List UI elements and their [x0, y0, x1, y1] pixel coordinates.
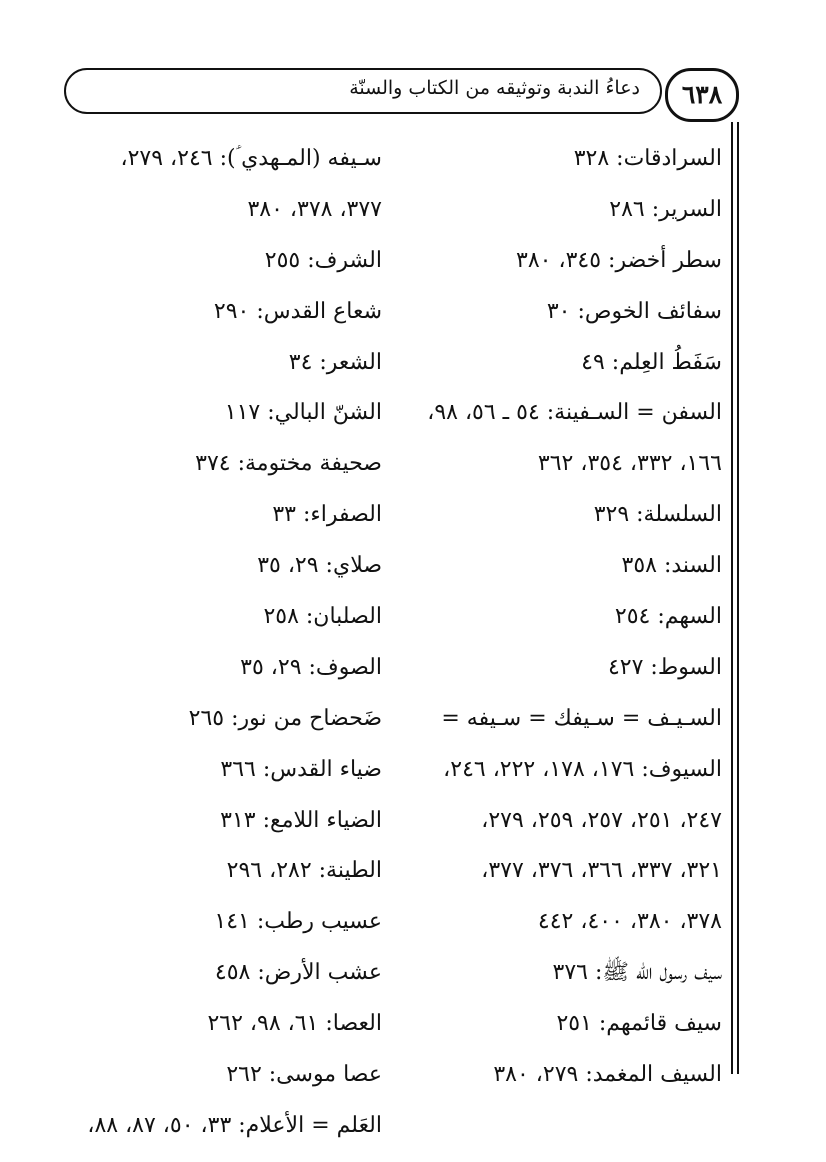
index-entry: السند: ٣٥٨: [621, 553, 722, 579]
running-header-title: دعاءُ الندبة وتوثيقه من الكتاب والسنّة: [349, 77, 640, 99]
index-entry: صحيفة مختومة: ٣٧٤: [195, 451, 382, 477]
index-entry: سفائف الخوص: ٣٠: [546, 298, 722, 324]
running-header: [64, 68, 662, 114]
index-entry: السيوف: ١٧٦، ١٧٨، ٢٢٢، ٢٤٦،: [443, 756, 722, 782]
index-entry: صلاي: ٢٩، ٣٥: [257, 553, 382, 579]
index-entry: الصلبان: ٢٥٨: [263, 604, 382, 630]
index-entry: ضياء القدس: ٣٦٦: [220, 756, 382, 782]
index-entry: عصا موسى: ٢٦٢: [226, 1062, 382, 1088]
index-entry: سطر أخضر: ٣٤٥، ٣٨٠: [516, 247, 722, 273]
index-entry: الشنّ البالي: ١١٧: [224, 400, 382, 426]
index-entry: الطينة: ٢٨٢، ٢٩٦: [226, 858, 382, 884]
index-entry: سَفَطُ العِلم: ٤٩: [581, 349, 722, 375]
index-entry: السيف المغمد: ٢٧٩، ٣٨٠: [493, 1062, 722, 1088]
index-entry: ضَحضاح من نور: ٢٦٥: [188, 705, 382, 731]
index-entry: السرير: ٢٨٦: [609, 196, 722, 222]
index-entry: ١٦٦، ٣٣٢، ٣٥٤، ٣٦٢: [537, 451, 722, 477]
index-column-right: [402, 144, 722, 1111]
index-entry: الصفراء: ٣٣: [272, 502, 382, 528]
index-entry: شعاع القدس: ٢٩٠: [213, 298, 382, 324]
page-number: ٦٣٨: [665, 68, 739, 122]
index-entry: العَلم = الأعلام: ٣٣، ٥٠، ٨٧، ٨٨،: [87, 1112, 382, 1138]
index-entry: ٣٢١، ٣٣٧، ٣٦٦، ٣٧٦، ٣٧٧،: [481, 858, 722, 884]
index-entry: الصوف: ٢٩، ٣٥: [240, 654, 382, 680]
margin-rule: [737, 122, 739, 1074]
margin-rule: [731, 122, 733, 1074]
index-entry: الشعر: ٣٤: [288, 349, 382, 375]
index-entry: الشرف: ٢٥٥: [264, 247, 382, 273]
index-entry: الضياء اللامع: ٣١٣: [220, 807, 382, 833]
index-entry: العصا: ٦١، ٩٨، ٢٦٢: [207, 1011, 382, 1037]
index-entry: السرادقات: ٣٢٨: [573, 146, 722, 171]
index-entry: سيف قائمهم: ٢٥١: [556, 1011, 722, 1037]
index-entry: عشب الأرض: ٤٥٨: [214, 960, 382, 986]
index-entry: السهم: ٢٥٤: [614, 604, 722, 630]
index-entry: سـيفه (المـهدي ؑ): ٢٤٦، ٢٧٩،: [120, 146, 382, 171]
index-entry: عسيب رطب: ١٤١: [214, 909, 382, 935]
index-entry: السـيـف = سـيفك = سـيفه =: [441, 705, 722, 731]
index-entry: ٣٧٨، ٣٨٠، ٤٠٠، ٤٤٢: [537, 909, 722, 935]
index-column-left: [66, 144, 382, 1162]
index-entry: ٢٤٧، ٢٥١، ٢٥٧، ٢٥٩، ٢٧٩،: [481, 807, 722, 833]
index-entry: السوط: ٤٢٧: [607, 654, 722, 680]
index-entry: سيف رسول الله ﷺ: ٣٧٦: [552, 960, 722, 986]
index-entry: ٣٧٧، ٣٧٨، ٣٨٠: [247, 196, 382, 222]
index-entry: السلسلة: ٣٢٩: [593, 502, 722, 528]
index-entry: السفن = السـفينة: ٥٤ ـ ٥٦، ٩٨،: [427, 400, 722, 426]
